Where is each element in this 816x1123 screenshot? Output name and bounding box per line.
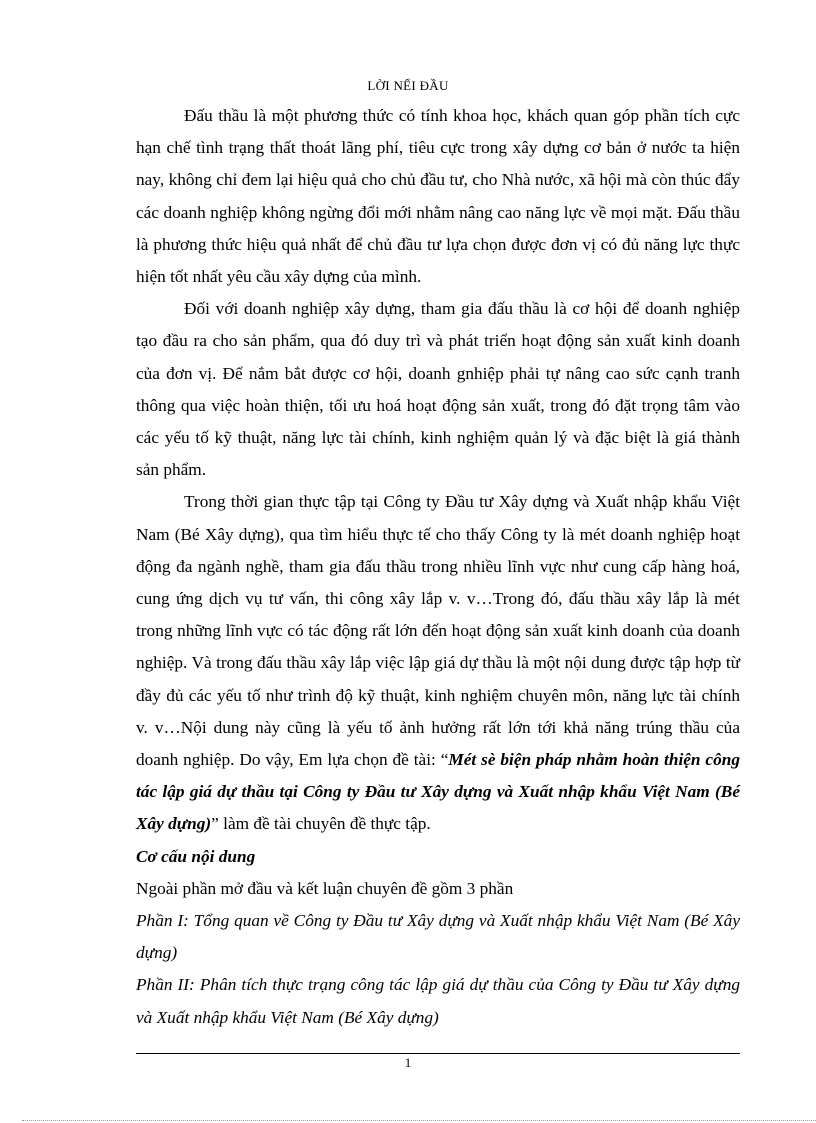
paragraph-intro: Đấu thầu là một phương thức có tính khoa học, khách quan góp phần tích cực hạn chế tình trạng thất thoát lãng phí, tiêu cực trong xây dựng cơ bản ở nước ta hiện nay, không chỉ đem lại hiệu quả cho chủ đầu tư, cho Nhà nước, xã hội mà còn thúc đẩy các doanh nghiệp không ngừng đổi mới nhằm nâng cao năng lực về mọi mặt. Đấu thầu là phương thức hiệu quả nhất để chủ đầu tư lựa chọn được đơn vị có đủ năng lực thực hiện tốt nhất yêu cầu xây dựng của mình. — [136, 106, 740, 287]
structure-intro: Ngoài phần mở đầu và kết luận chuyên đề gồm 3 phần — [136, 878, 514, 898]
part-1-item: Phần I: Tổng quan về Công ty Đầu tư Xây dựng và Xuất nhập khẩu Việt Nam (Bé Xây dựng) — [136, 911, 740, 963]
thesis-topic: Mét sè biện pháp nhằm hoàn thiện công tác lập giá dự thầu tại Công ty Đầu tư Xây dựng và Xuất nhập khẩu Việt Nam (Bé Xây dựng) — [136, 750, 740, 834]
page-title: LỜI NỂI ĐẦU — [367, 78, 449, 93]
paragraph-internship-text: Trong thời gian thực tập tại Công ty Đầu tư Xây dựng và Xuất nhập khẩu Việt Nam (Bé Xây dựng), qua tìm hiểu thực tế cho thấy Công ty là mét doanh nghiệp hoạt động đa ngành nghề, tham gia đấu thầu trong nhiều lĩnh vực như cung cấp hàng hoá, cung ứng dịch vụ tư vấn, thi công xây lắp v. v…Trong đó, đấu thầu xây lắp là mét trong những lĩnh vực có tác động rất lớn đến hoạt động sản xuất kinh doanh của doanh nghiệp. Và trong đấu thầu xây lắp việc lập giá dự thầu là một nội dung được tập hợp từ đầy đủ các yếu tố như trình độ kỹ thuật, kinh nghiệm chuyên môn, năng lực tài chính v. v…Nội dung này cũng là yếu tố ảnh hưởng rất lớn tới khả năng trúng thầu của doanh nghiệp. Do vậy, Em lựa chọn đề tài: “ — [136, 492, 740, 770]
paragraph-enterprise: Đối với doanh nghiệp xây dựng, tham gia đấu thầu là cơ hội để doanh nghiệp tạo đầu ra cho sản phẩm, qua đó duy trì và phát triển hoạt động sản xuất kinh doanh của đơn vị. Để nắm bắt được cơ hội, doanh gnhiệp phải tự nâng cao sức cạnh tranh thông qua việc hoàn thiện, tối ưu hoá hoạt động sản xuất, trong đó đặt trọng tâm vào các yếu tố kỹ thuật, năng lực tài chính, kinh nghiệm quản lý và đặc biệt là giá thành sản phẩm. — [136, 299, 740, 480]
page-edge-divider — [22, 1120, 816, 1121]
page-number: 1 — [404, 1055, 412, 1070]
structure-heading: Cơ cấu nội dung — [136, 846, 256, 866]
paragraph-internship — [136, 486, 740, 840]
part-2-item: Phần II: Phân tích thực trạng công tác lập giá dự thầu của Công ty Đầu tư Xây dựng và Xuất nhập khẩu Việt Nam (Bé Xây dựng) — [136, 975, 740, 1027]
paragraph-internship-end: ” làm đề tài chuyên đề thực tập. — [211, 814, 431, 834]
footer-divider — [136, 1053, 740, 1054]
document-body — [136, 100, 740, 1034]
